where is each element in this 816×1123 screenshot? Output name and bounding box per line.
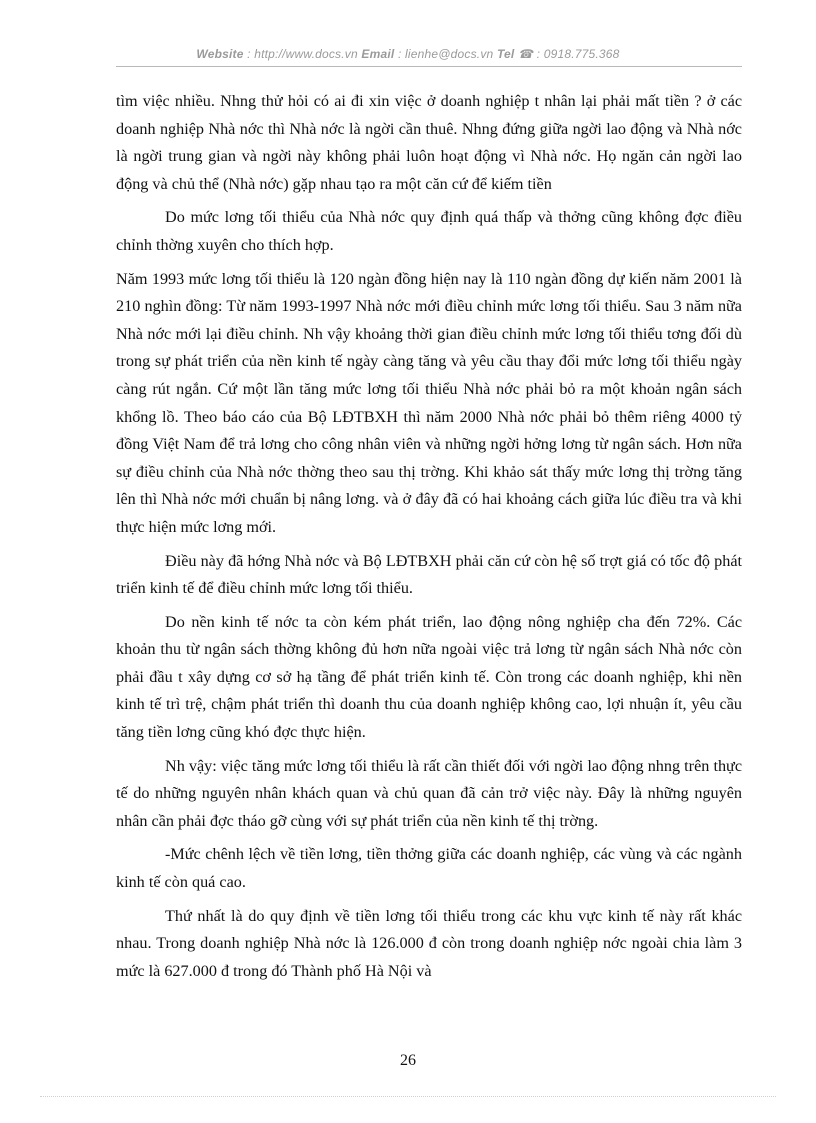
website-label: Website xyxy=(196,47,244,61)
header-divider xyxy=(116,66,742,67)
phone-icon: ☎ xyxy=(517,47,534,61)
tel-value: : 0918.775.368 xyxy=(533,47,620,61)
paragraph-3: Năm 1993 mức lơng tối thiểu là 120 ngàn đồng hiện nay là 110 ngàn đồng dự kiến năm 2001 là 210 nghìn đồng: Từ năm 1993-1997 Nhà nớc mới điều chỉnh mức lơng tối thiểu. Sau 3 năm nữa Nhà nớc mới lại điều chỉnh. Nh vậy khoảng thời gian điều chỉnh mức lơng tối thiểu tơng đối dù trong sự phát triển của nền kinh tế ngày càng tăng và yêu cầu thay đổi mức lơng tối thiểu ngày càng rút ngắn. Cứ một lần tăng mức lơng tối thiểu Nhà nớc phải bỏ ra một khoản ngân sách khổng lồ. Theo báo cáo của Bộ LĐTBXH thì năm 2000 Nhà nớc phải bỏ thêm riêng 4000 tỷ đồng Việt Nam để trả lơng cho công nhân viên và những ngời hởng lơng từ ngân sách. Hơn nữa sự điều chỉnh của Nhà nớc thờng theo sau thị trờng. Khi khảo sát thấy mức lơng thị trờng tăng lên thì Nhà nớc mới chuẩn bị nâng lơng. và ở đây đã có hai khoảng cách giữa lúc điều tra và khi thực hiện mức lơng mới. xyxy=(116,269,742,536)
email-value[interactable]: : lienhe@docs.vn xyxy=(394,47,497,61)
page-bottom-divider xyxy=(40,1096,776,1097)
tel-label: Tel xyxy=(496,47,515,61)
paragraph-8: Thứ nhất là do quy định về tiền lơng tối thiểu trong các khu vực kinh tế này rất khác nhau. Trong doanh nghiệp Nhà nớc là 126.000 đ còn trong doanh nghiệp nớc ngoài chia làm 3 mức là 627.000 đ trong đó Thành phố Hà Nội và xyxy=(116,906,742,980)
paragraph-5: Do nền kinh tế nớc ta còn kém phát triển, lao động nông nghiệp cha đến 72%. Các khoản thu từ ngân sách thờng không đủ hơn nữa ngoài việc trả lơng từ ngân sách Nhà nớc còn phải đầu t xây dựng cơ sở hạ tầng để phát triển kinh tế. Còn trong các doanh nghiệp, khi nền kinh tế trì trệ, chậm phát triển thì doanh thu của doanh nghiệp không cao, lợi nhuận ít, yêu cầu tăng tiền lơng cũng khó đợc thực hiện. xyxy=(116,612,742,742)
paragraph-6: Nh vậy: việc tăng mức lơng tối thiểu là rất cần thiết đối với ngời lao động nhng trên thực tế do những nguyên nhân khách quan và chủ quan đã cản trở việc này. Đây là những nguyên nhân cần phải đợc tháo gỡ cùng với sự phát triển của nền kinh tế thị trờng. xyxy=(116,756,742,830)
paragraph-1: tìm việc nhiều. Nhng thử hỏi có ai đi xin việc ở doanh nghiệp t nhân lại phải mất tiền ? ở các doanh nghiệp Nhà nớc thì Nhà nớc là ngời cần thuê. Nhng đứng giữa ngời lao động và Nhà nớc là ngời trung gian và ngời này không phải luôn hoạt động vì Nhà nớc. Họ ngăn cản ngời lao động và chủ thể (Nhà nớc) gặp nhau tạo ra một căn cứ để kiếm tiền xyxy=(116,92,742,193)
email-label: Email xyxy=(361,47,395,61)
page-header xyxy=(0,47,816,61)
paragraph-2: Do mức lơng tối thiểu của Nhà nớc quy định quá thấp và thởng cũng không đợc điều chỉnh thờng xuyên cho thích hợp. xyxy=(116,208,742,254)
page-number: 26 xyxy=(400,1052,416,1069)
paragraph-4: Điều này đã hớng Nhà nớc và Bộ LĐTBXH phải căn cứ còn hệ số trợt giá có tốc độ phát triển kinh tế để điều chỉnh mức lơng tối thiểu. xyxy=(116,551,742,598)
document-body xyxy=(116,88,742,991)
website-value[interactable]: : http://www.docs.vn xyxy=(243,47,362,61)
paragraph-7: -Mức chênh lệch về tiền lơng, tiền thởng giữa các doanh nghiệp, các vùng và các ngành kinh tế còn quá cao. xyxy=(116,845,742,892)
